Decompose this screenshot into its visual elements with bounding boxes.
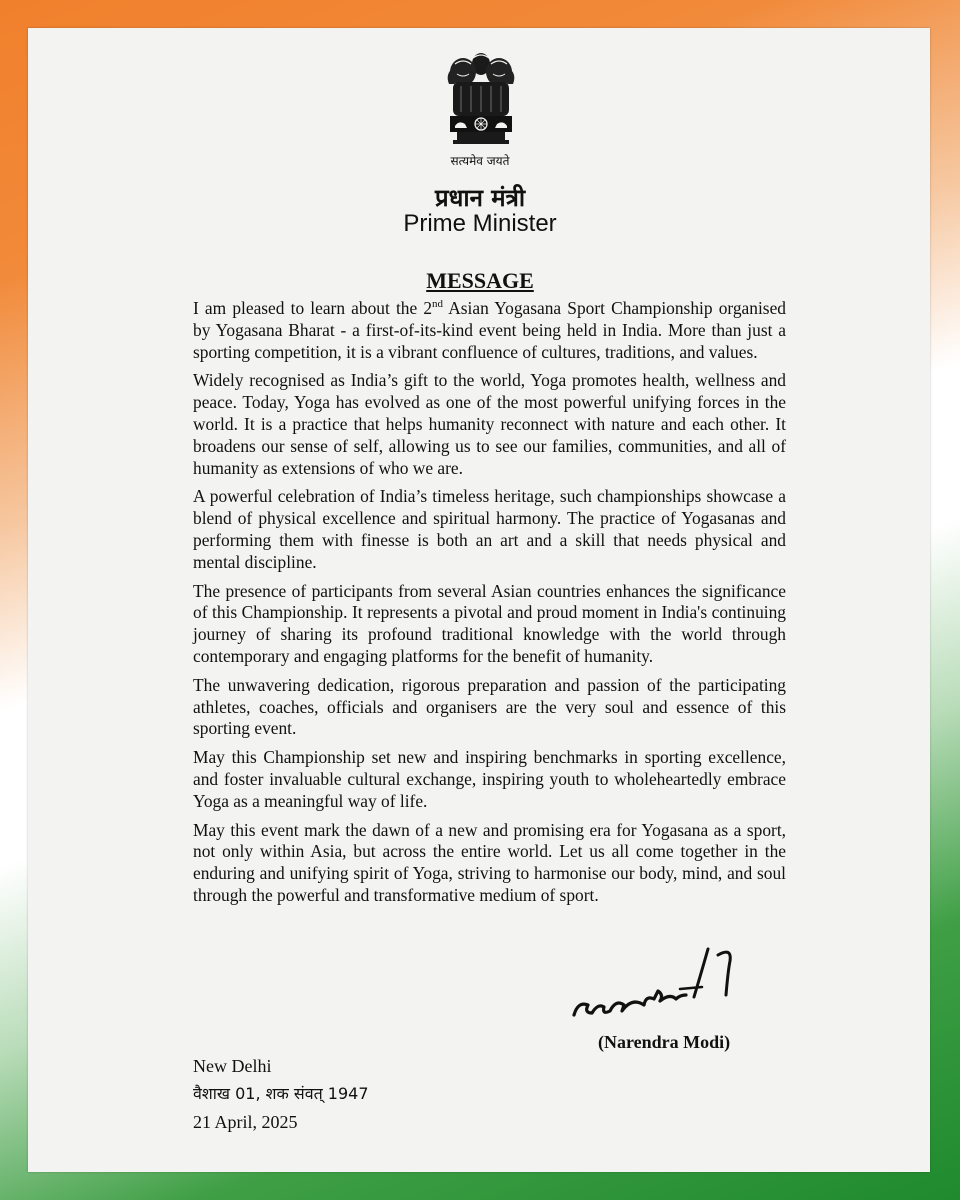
paragraph-3: A powerful celebration of India’s timeless heritage, such championships showcase a blend of physical excellence and spiritual harmony. The practice of Yogasanas and performing them with finesse is both an art and a skill that needs physical and mental discipline. [193,486,786,572]
national-emblem-icon [443,50,519,155]
message-body [193,298,786,914]
paragraph-2: Widely recognised as India’s gift to the world, Yoga promotes health, wellness and peace. Today, Yoga has evolved as one of the most powerful unifying forces in the world. It is a practice that helps humanity reconnect with nature and each other. It broadens our sense of self, allowing us to see our families, communities, and all of humanity as extensions of who we are. [193,370,786,478]
paragraph-4: The presence of participants from several Asian countries enhances the significance of this Championship. It represents a pivotal and proud moment in India's continuing journey of sharing its profound traditional knowledge with the world through contemporary and engaging platforms for the benefit of humanity. [193,580,786,666]
date-hindi: वैशाख 01, शक संवत् 1947 [193,1084,369,1103]
paragraph-1-start: I am pleased to learn about the 2 [193,298,433,318]
letter-footer [193,1052,369,1136]
paragraph-1-end: Asian Yogasana Sport Championship organised by Yogasana Bharat - a first-of-its-kind event being held in India. More than just a sporting competition, it is a vibrant confluence of cultures, traditions, and values. [193,298,786,362]
place: New Delhi [193,1056,272,1076]
paragraph-6: May this Championship set new and inspiring benchmarks in sporting excellence, and foster invaluable cultural exchange, inspiring youth to wholeheartedly embrace Yoga as a meaningful way of life. [193,747,786,811]
date-english: 21 April, 2025 [193,1112,298,1132]
paragraph-5: The unwavering dedication, rigorous preparation and passion of the participating athletes, coaches, officials and organisers are the very soul and essence of this sporting event. [193,674,786,739]
signature-icon [568,945,748,1025]
paragraph-1 [193,298,786,363]
signatory-name: (Narendra Modi) [598,1032,731,1052]
paragraph-7: May this event mark the dawn of a new and promising era for Yogasana as a sport, not only within Asia, but across the entire world. Let us all come together in the enduring and unifying spirit of Yoga, striving to harmonise our body, mind, and soul through the powerful and transformative medium of sport. [193,819,786,905]
office-title-english: Prime Minister [403,210,557,237]
ordinal-suffix: nd [432,298,444,311]
message-heading: MESSAGE [426,268,534,293]
emblem-motto: सत्यमेव जयते [450,154,510,168]
office-title-hindi: प्रधान मंत्री [434,184,526,212]
